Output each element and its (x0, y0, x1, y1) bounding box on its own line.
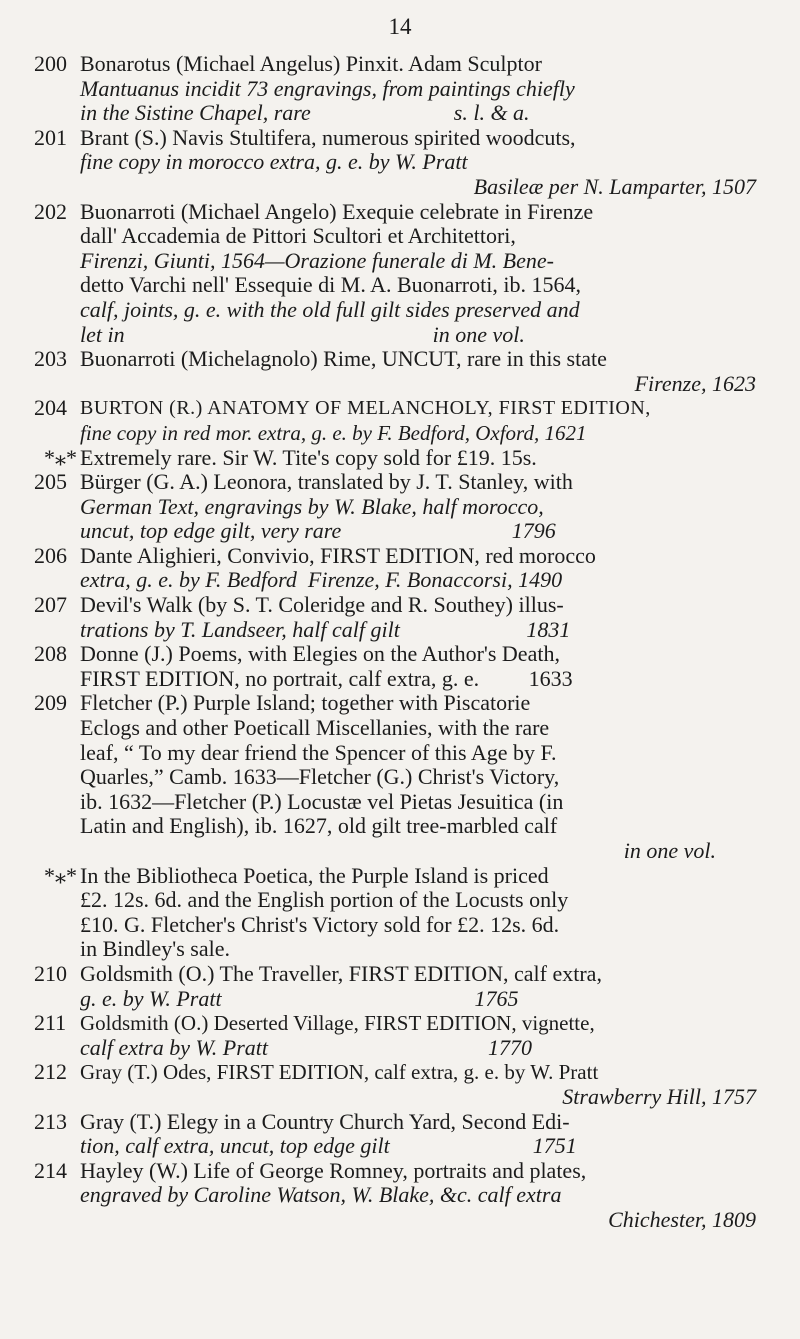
entry-line: leaf, “ To my dear friend the Spencer of this Age by F. (80, 739, 557, 765)
lot-number: 209 (34, 690, 67, 716)
entry-line: Goldsmith (O.) Deserted Village, FIRST EDITION, vignette, (80, 1011, 595, 1036)
catalogue-entry (0, 544, 800, 593)
catalogue-entry (0, 126, 800, 200)
catalogue-entry (0, 347, 800, 396)
entry-line: calf, joints, g. e. with the old full gilt sides preserved and (80, 296, 580, 322)
entry-line: calf extra by W. Pratt 1770 (80, 1034, 532, 1060)
note-line: In the Bibliotheca Poetica, the Purple Island is priced (80, 862, 549, 888)
catalogue-entry (0, 691, 800, 863)
entry-line: Firenze, 1623 (634, 370, 756, 396)
lot-number: 205 (34, 469, 67, 495)
catalogue-note (0, 446, 800, 471)
entry-line: Strawberry Hill, 1757 (562, 1083, 756, 1109)
note-line: £10. G. Fletcher's Christ's Victory sold for £2. 12s. 6d. (80, 911, 560, 937)
lot-number: 202 (34, 198, 67, 224)
entry-line: Bürger (G. A.) Leonora, translated by J. T. Stanley, with (80, 469, 573, 495)
catalogue-note (0, 864, 800, 962)
entry-line: tion, calf extra, uncut, top edge gilt 1751 (80, 1133, 577, 1159)
entry-line: Quarles,” Camb. 1633—Fletcher (G.) Christ's Victory, (80, 764, 560, 790)
entry-line: Devil's Walk (by S. T. Coleridge and R. Southey) illus- (80, 592, 564, 618)
entry-line: Chichester, 1809 (608, 1206, 756, 1232)
entry-line: BURTON (R.) ANATOMY OF MELANCHOLY, FIRST EDITION, (80, 397, 651, 420)
entry-line: Gray (T.) Odes, FIRST EDITION, calf extra, g. e. by W. Pratt (80, 1060, 599, 1085)
entry-line: Donne (J.) Poems, with Elegies on the Author's Death, (80, 641, 560, 667)
entry-line: let in in one vol. (80, 321, 525, 347)
asterism-mark: *⁎* (44, 862, 77, 888)
entry-line: Brant (S.) Navis Stultifera, numerous spirited woodcuts, (80, 124, 576, 150)
catalogue-entry (0, 1159, 800, 1233)
lot-number: 206 (34, 542, 67, 568)
entry-line: uncut, top edge gilt, very rare 1796 (80, 518, 556, 544)
entry-line: Gray (T.) Elegy in a Country Church Yard, Second Edi- (80, 1108, 570, 1134)
catalogue-list (0, 52, 800, 1233)
lot-number: 210 (34, 960, 67, 986)
entry-line: extra, g. e. by F. Bedford Firenze, F. Bonaccorsi, 1490 (80, 567, 563, 593)
entry-line: fine copy in morocco extra, g. e. by W. Pratt (80, 149, 468, 175)
page-number: 14 (388, 14, 412, 39)
lot-number: 208 (34, 641, 67, 667)
lot-number: 201 (34, 124, 67, 150)
entry-line: Latin and English), ib. 1627, old gilt tree-marbled calf (80, 813, 558, 839)
lot-number: 207 (34, 592, 67, 618)
entry-line: in one vol. (623, 838, 716, 863)
lot-number: 203 (34, 346, 67, 372)
entry-line: dall' Accademia de Pittori Scultori et Architettori, (80, 223, 516, 249)
catalogue-entry (0, 396, 800, 445)
catalogue-entry (0, 962, 800, 1011)
catalogue-entry (0, 1060, 800, 1109)
entry-line: Basileæ per N. Lamparter, 1507 (473, 173, 756, 199)
entry-line: Mantuanus incidit 73 engravings, from paintings chiefly (80, 75, 575, 101)
entry-line: detto Varchi nell' Essequie di M. A. Buonarroti, ib. 1564, (80, 272, 581, 298)
entry-line: Bonarotus (Michael Angelus) Pinxit. Adam Sculptor (80, 51, 542, 76)
lot-number: 212 (34, 1059, 67, 1085)
entry-line: German Text, engravings by W. Blake, half morocco, (80, 493, 544, 519)
entry-line: engraved by Caroline Watson, W. Blake, &c. calf extra (80, 1182, 562, 1208)
entry-line: Buonarroti (Michael Angelo) Exequie celebrate in Firenze (80, 198, 594, 224)
catalogue-entry (0, 52, 800, 126)
entry-line: Fletcher (P.) Purple Island; together with Piscatorie (80, 690, 531, 716)
catalogue-entry (0, 642, 800, 691)
catalogue-entry (0, 593, 800, 642)
entry-line: Eclogs and other Poeticall Miscellanies, with the rare (80, 715, 550, 741)
entry-line: Hayley (W.) Life of George Romney, portraits and plates, (80, 1157, 587, 1183)
entry-line: fine copy in red mor. extra, g. e. by F. Bedford, Oxford, 1621 (80, 420, 587, 445)
catalogue-entry (0, 200, 800, 348)
lot-number: 200 (34, 51, 67, 76)
note-line: £2. 12s. 6d. and the English portion of the Locusts only (80, 887, 569, 913)
lot-number: 211 (34, 1010, 67, 1036)
entry-line: Goldsmith (O.) The Traveller, FIRST EDITION, calf extra, (80, 960, 602, 986)
entry-line: g. e. by W. Pratt 1765 (80, 985, 519, 1011)
catalogue-entry (0, 1110, 800, 1159)
lot-number: 204 (34, 395, 67, 421)
lot-number: 213 (34, 1108, 67, 1134)
entry-line: in the Sistine Chapel, rare s. l. & a. (80, 100, 530, 126)
entry-line: Dante Alighieri, Convivio, FIRST EDITION, red morocco (80, 542, 596, 568)
catalogue-entry (0, 470, 800, 544)
entry-line: ib. 1632—Fletcher (P.) Locustæ vel Pietas Jesuitica (in (80, 788, 564, 814)
note-line: in Bindley's sale. (80, 936, 231, 962)
entry-line: Buonarroti (Michelagnolo) Rime, UNCUT, rare in this state (80, 346, 607, 372)
entry-line: FIRST EDITION, no portrait, calf extra, g. e. 1633 (80, 665, 573, 691)
catalogue-entry (0, 1011, 800, 1060)
note-line: Extremely rare. Sir W. Tite's copy sold for £19. 15s. (80, 444, 537, 470)
entry-line: Firenzi, Giunti, 1564—Orazione funerale di M. Bene- (80, 247, 554, 273)
asterism-mark: *⁎* (44, 444, 77, 470)
entry-line: trations by T. Landseer, half calf gilt 1831 (80, 616, 571, 642)
lot-number: 214 (34, 1157, 67, 1183)
